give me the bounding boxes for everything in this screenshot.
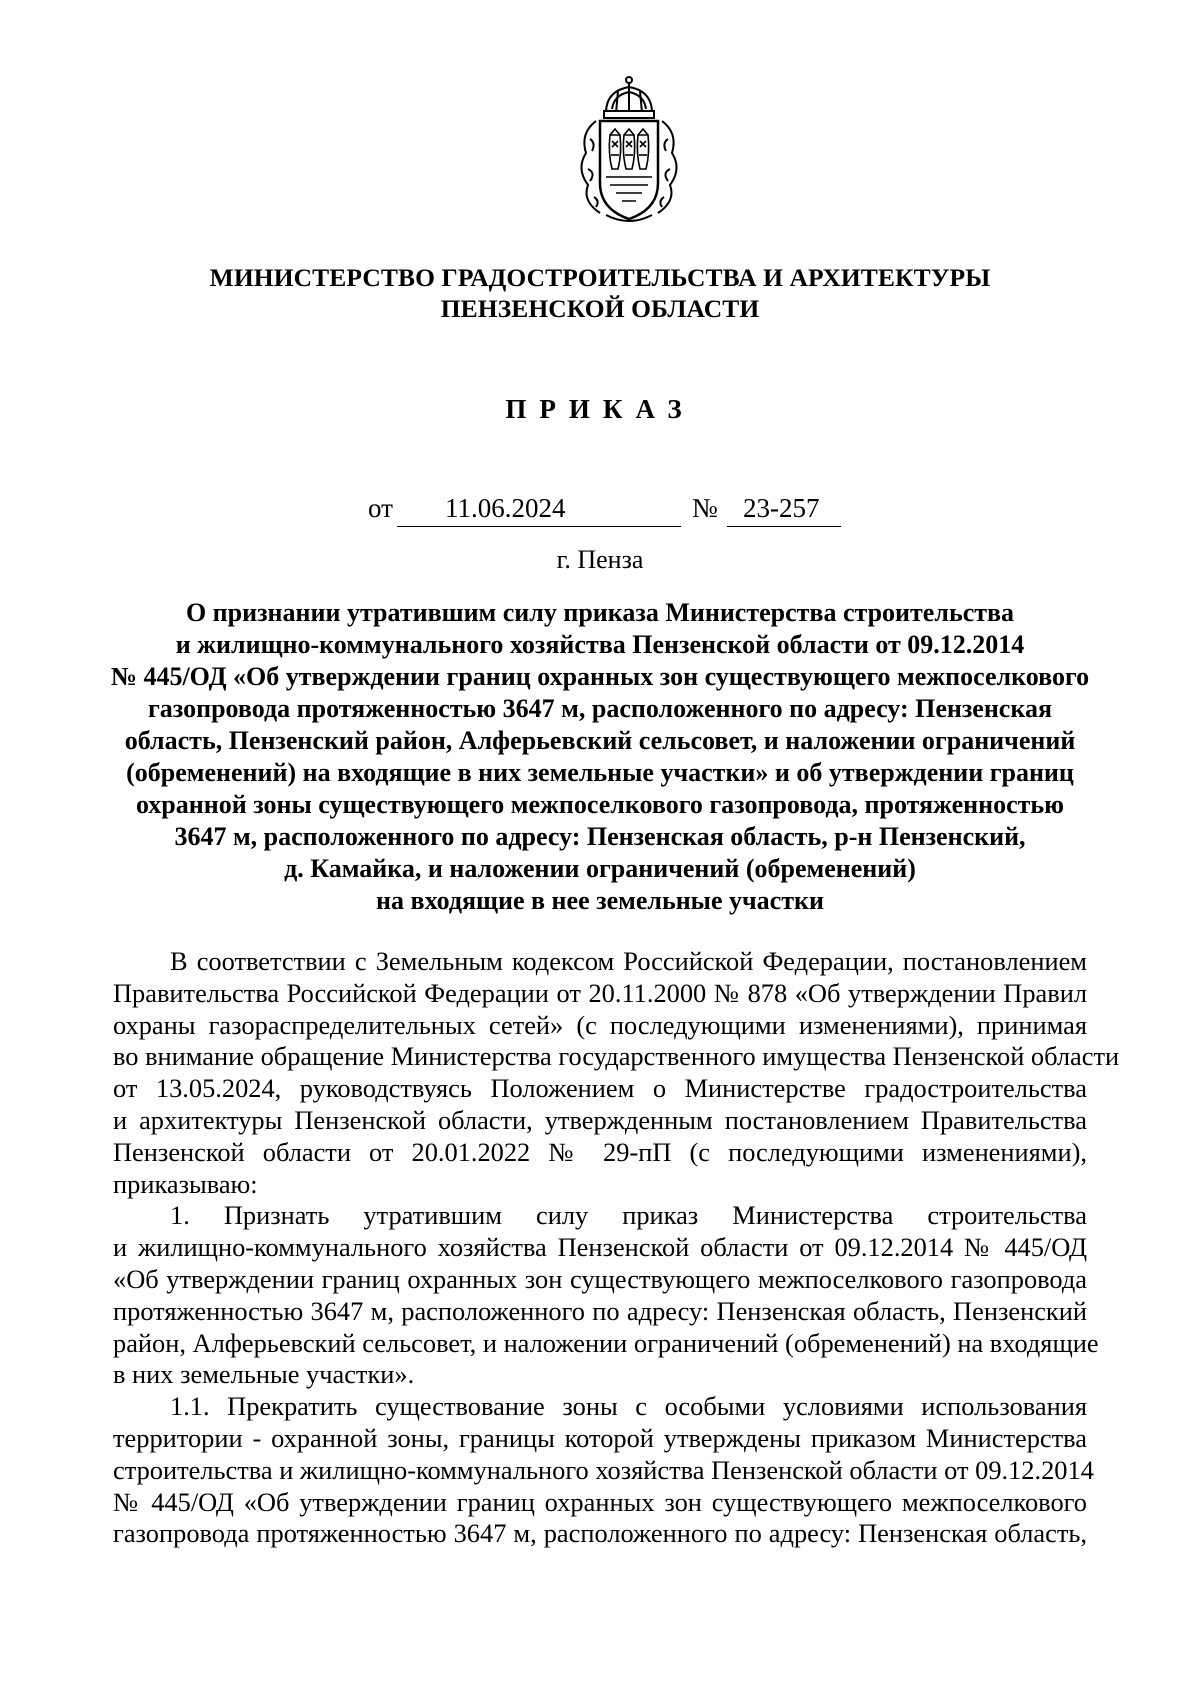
- body-line: 1. Признать утратившим силу приказ Министерства строительства: [170, 1200, 1087, 1231]
- date-number-line: [0, 493, 1200, 527]
- body-line: в них земельные участки».: [113, 1359, 415, 1390]
- body-line: № 445/ОД «Об утверждении границ охранных зон существующего межпоселкового: [113, 1486, 1087, 1517]
- document-type-title: ПРИКАЗ: [505, 394, 695, 424]
- heading-line: область, Пензенский район, Алферьевский сельсовет, и наложении ограничений: [124, 726, 1076, 755]
- ministry-name: [0, 262, 1200, 324]
- order-body: [113, 946, 1120, 1550]
- date-underline: [397, 526, 681, 527]
- body-line: и архитектуры Пензенской области, утвержденным постановлением Правительства: [113, 1104, 1087, 1135]
- number-underline: [727, 526, 841, 527]
- city-name: г. Пенза: [556, 545, 644, 574]
- document-number: 23-257: [743, 493, 820, 523]
- body-line: В соответствии с Земельным кодексом Российской Федерации, постановлением: [170, 946, 1087, 976]
- body-line: Правительства Российской Федерации от 20.11.2000 № 878 «Об утверждении Правил: [113, 977, 1087, 1008]
- body-line: приказываю:: [113, 1168, 258, 1199]
- heading-line: д. Камайка, и наложении ограничений (обременений): [284, 854, 916, 883]
- heading-line: О признании утратившим силу приказа Министерства строительства: [185, 598, 1015, 627]
- heading-line: газопровода протяженностью 3647 м, расположенного по адресу: Пензенская: [147, 694, 1053, 723]
- body-line: во внимание обращение Министерства государственного имущества Пензенской области: [113, 1041, 1120, 1072]
- body-line: охраны газораспределительных сетей» (с последующими изменениями), принимая: [113, 1009, 1087, 1040]
- body-line: территории - охранной зоны, границы которой утверждены приказом Министерства: [113, 1422, 1087, 1453]
- heading-line: на входящие в нее земельные участки: [376, 886, 824, 915]
- order-heading: [108, 597, 1092, 917]
- number-prefix: №: [692, 493, 718, 523]
- ministry-name-line: ПЕНЗЕНСКОЙ ОБЛАСТИ: [440, 294, 760, 323]
- body-line: 1.1. Прекратить существование зоны с особыми условиями использования: [170, 1391, 1087, 1422]
- heading-line: 3647 м, расположенного по адресу: Пензенская область, р-н Пензенский,: [174, 822, 1026, 851]
- body-line: и жилищно-коммунального хозяйства Пензенской области от 09.12.2014 № 445/ОД: [113, 1232, 1087, 1263]
- body-line: район, Алферьевский сельсовет, и наложении ограничений (обременений) на входящие: [113, 1327, 1099, 1358]
- heading-line: № 445/ОД «Об утверждении границ охранных зон существующего межпоселкового: [110, 662, 1090, 691]
- body-line: строительства и жилищно-коммунального хозяйства Пензенской области от 09.12.2014: [113, 1454, 1094, 1485]
- body-line: протяженностью 3647 м, расположенного по адресу: Пензенская область, Пензенский: [113, 1295, 1087, 1326]
- document-date: 11.06.2024: [445, 493, 566, 523]
- heading-line: и жилищно-коммунального хозяйства Пензенской области от 09.12.2014: [175, 630, 1025, 659]
- body-line: «Об утверждении границ охранных зон существующего межпоселкового газопровода: [113, 1263, 1087, 1294]
- body-line: Пензенской области от 20.01.2022 № 29-пП (с последующими изменениями),: [113, 1136, 1087, 1167]
- coat-of-arms-icon: [566, 73, 692, 225]
- body-line: газопровода протяженностью 3647 м, расположенного по адресу: Пензенская область,: [113, 1518, 1087, 1549]
- heading-line: (обременений) на входящие в них земельные участки» и об утверждении границ: [126, 758, 1074, 787]
- date-prefix: от: [368, 493, 393, 523]
- body-line: от 13.05.2024, руководствуясь Положением о Министерстве градостроительства: [113, 1073, 1087, 1104]
- ministry-name-line: МИНИСТЕРСТВО ГРАДОСТРОИТЕЛЬСТВА И АРХИТЕКТУРЫ: [209, 263, 991, 292]
- heading-line: охранной зоны существующего межпоселкового газопровода, протяженностью: [135, 790, 1065, 819]
